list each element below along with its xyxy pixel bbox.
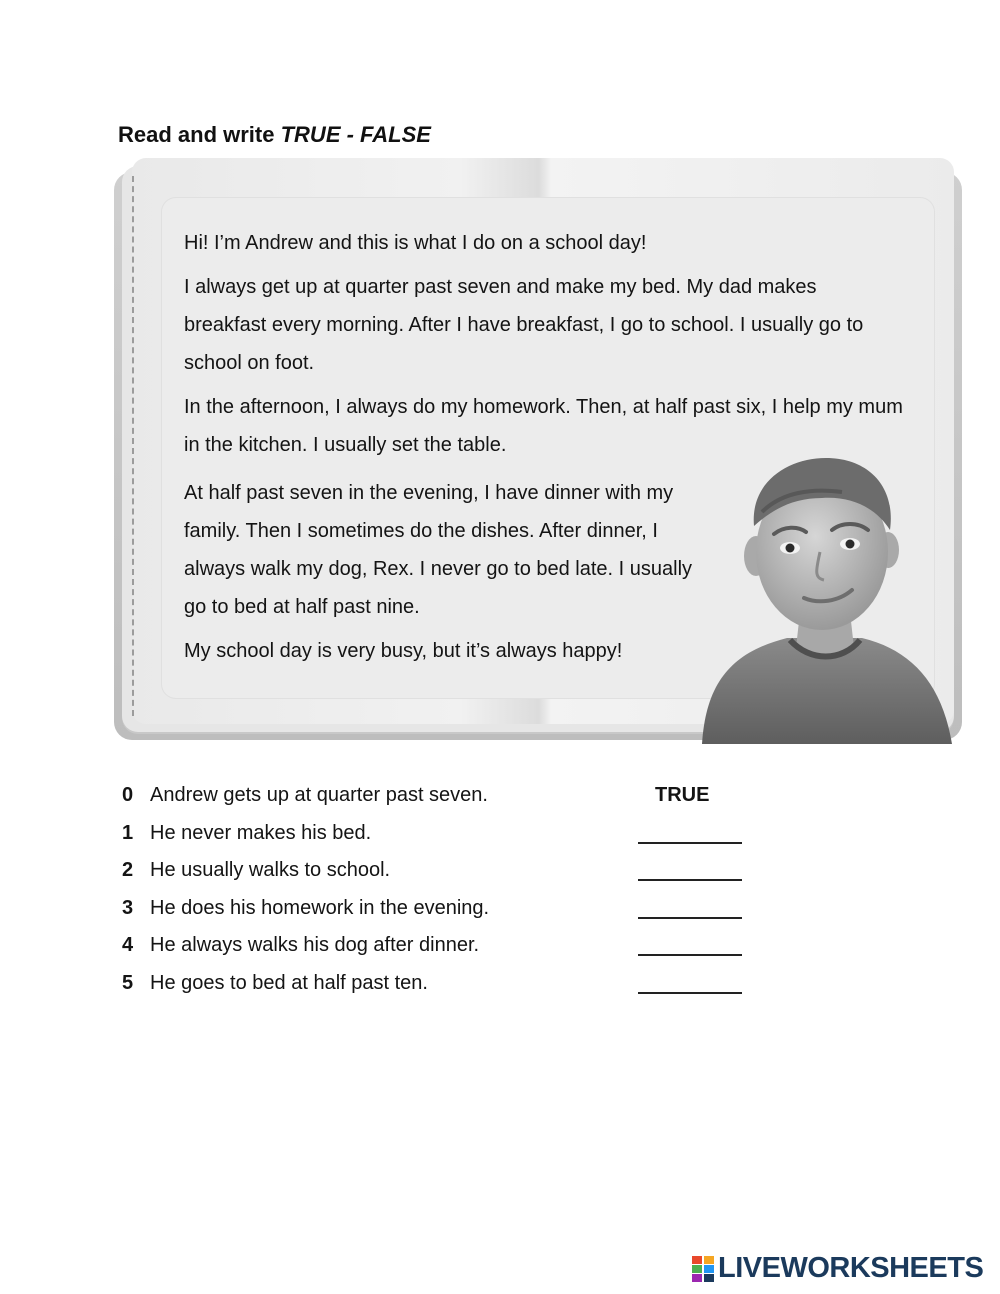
- question-number: 3: [122, 896, 134, 919]
- question-row: [122, 818, 762, 856]
- answer-blank[interactable]: [638, 901, 742, 919]
- question-number: 0: [122, 784, 134, 806]
- question-number: 2: [122, 859, 134, 882]
- worksheet-title: [118, 122, 431, 148]
- story-paragraph: Hi! I’m Andrew and this is what I do on a school day!: [184, 232, 647, 254]
- question-number: 5: [122, 971, 134, 994]
- question-text: He never makes his bed.: [150, 821, 372, 844]
- question-text: He does his homework in the evening.: [150, 896, 490, 919]
- answer-blank[interactable]: [638, 863, 742, 881]
- story-paragraph: My school day is very busy, but it’s always happy!: [184, 640, 623, 662]
- answer-blank[interactable]: [638, 826, 742, 844]
- question-row: [122, 968, 762, 1006]
- story-paragraph: In the afternoon, I always do my homework. Then, at half past six, I help my mum in the kitchen. I usually set the table.: [184, 396, 903, 456]
- story-paragraph: At half past seven in the evening, I have dinner with my family. Then I sometimes do the dishes. After dinner, I always walk my dog, Rex. I never go to bed late. I usually go to bed at half past nine.: [184, 482, 693, 618]
- question-text: He usually walks to school.: [150, 859, 391, 882]
- brand-name: LIVEWORKSHEETS: [718, 1252, 984, 1284]
- liveworksheets-brand: [692, 1252, 992, 1286]
- true-false-questions: [122, 780, 762, 1006]
- question-number: 4: [122, 934, 134, 957]
- question-row: [122, 855, 762, 893]
- boy-photo: [692, 452, 954, 744]
- question-row: [122, 930, 762, 968]
- question-text: He goes to bed at half past ten.: [150, 971, 428, 994]
- question-text: Andrew gets up at quarter past seven.: [150, 784, 488, 806]
- story-paragraph: I always get up at quarter past seven and make my bed. My dad makes breakfast every morning. After I have breakfast, I go to school. I usually go to school on foot.: [184, 276, 864, 374]
- question-row: [122, 893, 762, 931]
- liveworksheets-logo-icon: [692, 1256, 714, 1282]
- question-number: 1: [122, 821, 134, 844]
- answer-blank[interactable]: [638, 938, 742, 956]
- title-prefix: Read and write: [118, 122, 275, 147]
- answer-blank[interactable]: [638, 976, 742, 994]
- example-answer: TRUE: [655, 784, 710, 806]
- question-row: [122, 780, 762, 818]
- book-binding-stitches: [132, 176, 140, 716]
- question-text: He always walks his dog after dinner.: [150, 934, 480, 957]
- title-emphasis: TRUE - FALSE: [280, 122, 431, 147]
